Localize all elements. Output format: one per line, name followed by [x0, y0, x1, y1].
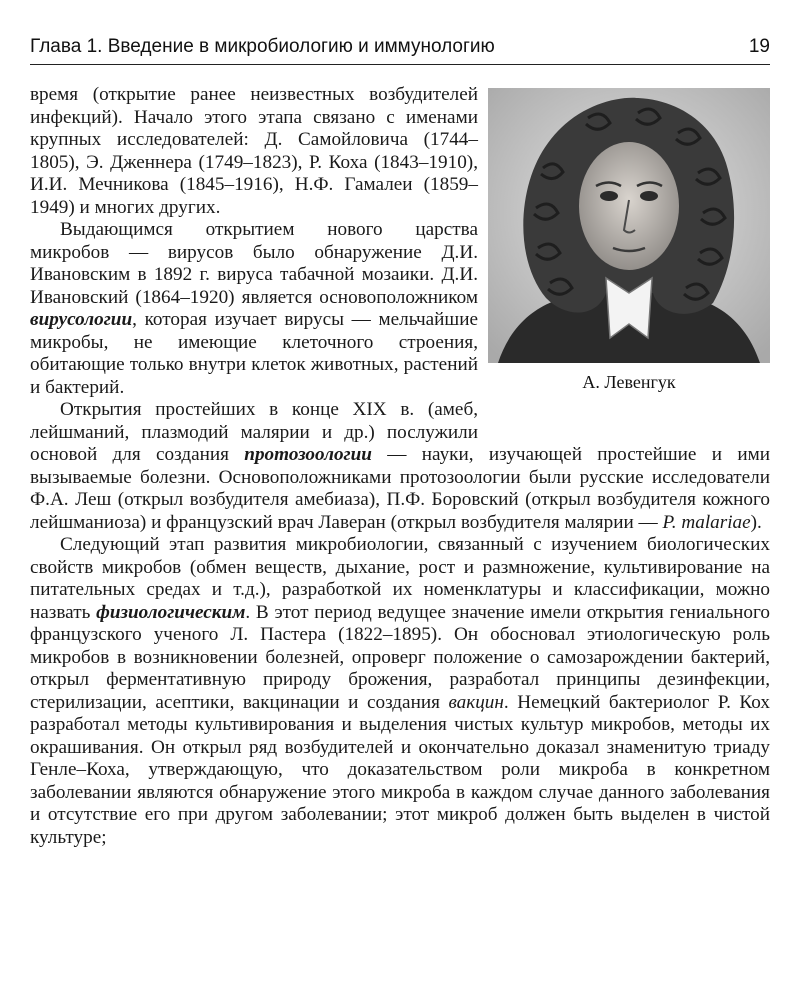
portrait-engraving	[488, 88, 770, 363]
term-vaccines: вакцин	[448, 691, 504, 713]
paragraph-4-text-a: Следующий этап развития микробиологии, связанный с изучением биологических свойств микробов (обмен веществ, дыхание, рост и размножение, культивирование на питательных средах и т.д.), разработкой их номенклатуры и классификации, можно назвать	[30, 534, 770, 623]
chapter-title: Глава 1. Введение в микробиологию и иммунологию	[30, 36, 495, 57]
paragraph-3-text-c: ).	[750, 511, 762, 533]
paragraph-4-text-c: . Немецкий бактериолог Р. Кох разработал методы культивирования и выделения чистых культур микробов, методы их окрашивания. Он открыл ряд возбудителей и окончательно доказал знаменитую триаду Генле–Коха, утверждающую, что доказательством роли микроба в конкретном заболевании являются обнаружение этого микроба в каждом случае данного заболевания и отсутствие его при другом заболевании; этот микроб должен быть выделен в чистой культуре;	[30, 691, 770, 848]
paragraph-3-text-a: Открытия простейших в конце XIX в. (амеб, лейшманий, плазмодий малярии и др.) послужили основой для создания	[30, 399, 478, 465]
paragraph-2-text-a: Выдающимся открытием нового царства микробов — вирусов было обнаружение Д.И. Ивановским в 1892 г. вируса табачной мозаики. Д.И. Ивановский (1864–1920) является основоположником	[30, 219, 478, 308]
term-protozoology: протозоологии	[244, 444, 372, 465]
running-header	[30, 30, 770, 65]
leeuwenhoek-portrait	[488, 88, 770, 363]
figure-caption: А. Левенгук	[582, 372, 676, 392]
paragraph-4-text-b: . В этот период ведущее значение имели открытия гениального французского ученого Л. Пастера (1822–1895). Он обосновал этиологическую роль микробов в возникновении болезней, опроверг положение о самозарождении бактерий, открыл ферментативную природу брожения, разработал принципы дезинфекции, стерилизации, асептики, вакцинации и создания	[30, 601, 770, 713]
paragraph-1-text: время (открытие ранее неизвестных возбудителей инфекций). Начало этого этапа связано с именами крупных исследователей: Д. Самойловича (1744–1805), Э. Дженнера (1749–1823), Р. Коха (1843–1910), И.И. Мечникова (1845–1916), Н.Ф. Гамалеи (1859–1949) и многих других.	[30, 84, 478, 218]
paragraph-4	[30, 534, 770, 849]
term-virology: вирусологии	[30, 309, 133, 330]
term-physiological: физиологическим	[96, 601, 246, 623]
paragraph-3-text-b: — науки, изучающей простейшие и ими вызываемые болезни. Основоположниками протозоологии были русские исследователи Ф.А. Леш (открыл возбудителя амебиаза), П.Ф. Боровский (открыл возбудителя кожного лейшманиоза) и французский врач Лаверан (открыл возбудителя малярии —	[30, 444, 770, 533]
paragraph-2-text-b: , которая изучает вирусы — мельчайшие микробы, не имеющие клеточного строения, обитающие только внутри клеток животных, растений и бактерий.	[30, 309, 478, 398]
page-number: 19	[748, 36, 770, 57]
species-name: P. malariae	[662, 511, 751, 533]
